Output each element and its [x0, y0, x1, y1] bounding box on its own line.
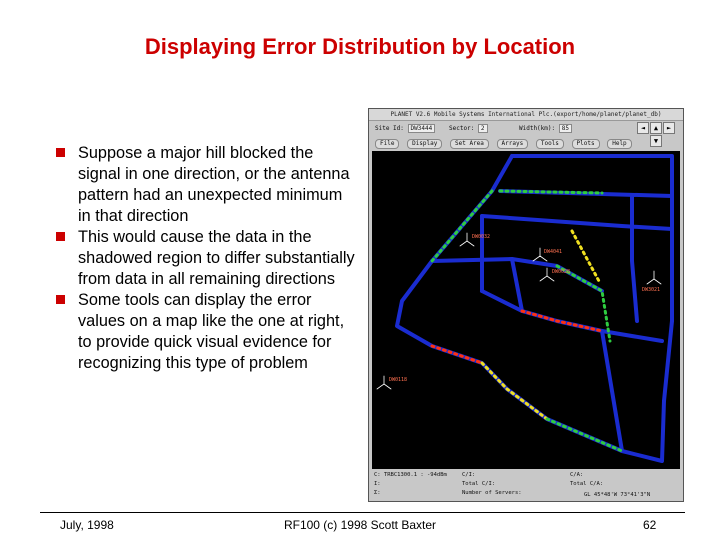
ci-label: C/I: — [462, 472, 476, 478]
menu-help[interactable]: Help — [607, 139, 631, 149]
bullet-item — [56, 290, 356, 374]
site-label: DW0028 — [552, 269, 571, 275]
error-map[interactable] — [372, 151, 680, 469]
site-id-row — [375, 124, 435, 133]
route-top — [512, 156, 672, 321]
menu-tools[interactable]: Tools — [536, 139, 564, 149]
pan-down-icon[interactable]: ▼ — [650, 135, 662, 147]
bullet-item — [56, 227, 356, 290]
route-outer — [397, 156, 664, 461]
route-right — [664, 321, 672, 401]
menu-display[interactable]: Display — [407, 139, 442, 149]
pan-right-icon[interactable]: ► — [663, 122, 675, 134]
sector-label: Sector: — [449, 125, 475, 132]
route-map-svg — [372, 151, 680, 469]
site-label: DW3021 — [642, 287, 661, 293]
menu-set-area[interactable]: Set Area — [450, 139, 489, 149]
bullet-square-icon — [56, 232, 65, 241]
planet-tool-window — [368, 108, 684, 502]
segment-error — [432, 346, 482, 363]
carrier-value: C: TRBC1300.1 : -94dBm — [374, 472, 447, 478]
interference-value: I: — [374, 481, 381, 487]
pan-left-icon[interactable]: ◄ — [637, 122, 649, 134]
footer-date: July, 1998 — [60, 518, 114, 532]
bullet-list — [56, 143, 356, 374]
route-h2 — [482, 216, 672, 229]
slide-title: Displaying Error Distribution by Location — [144, 34, 576, 59]
drive-routes — [397, 156, 672, 461]
route-v3 — [632, 196, 637, 321]
menu-plots[interactable]: Plots — [572, 139, 600, 149]
error-hot-segments — [432, 191, 622, 451]
footer-divider — [40, 512, 685, 513]
total-ca-label: Total C/A: — [570, 481, 604, 487]
status-panel — [372, 471, 680, 499]
menu-file[interactable]: File — [375, 139, 399, 149]
route-v2 — [512, 259, 522, 311]
width-row — [519, 124, 572, 133]
sector-field[interactable]: 2 — [478, 124, 488, 133]
width-label: Width(km): — [519, 125, 556, 132]
site-label: DW4041 — [544, 249, 563, 255]
sector-row — [449, 124, 488, 133]
site-marker-icon — [647, 271, 661, 284]
site-id-field[interactable]: DW3444 — [408, 124, 436, 133]
width-field[interactable]: 85 — [559, 124, 572, 133]
servers-label: Number of Servers: — [462, 490, 522, 496]
segment-good — [547, 419, 622, 451]
footer-course: RF100 (c) 1998 Scott Baxter — [283, 518, 437, 532]
ca-label: C/A: — [570, 472, 584, 478]
sum-value: Σ: — [374, 490, 381, 496]
route-v4 — [602, 331, 622, 451]
menu-bar — [375, 139, 636, 149]
bullet-item — [56, 143, 356, 227]
bullet-square-icon — [56, 295, 65, 304]
segment-warn — [482, 363, 547, 419]
bullet-text: This would cause the data in the shadowed region to differ substantially from data in all remaining directions — [78, 228, 355, 288]
total-ci-label: Total C/I: — [462, 481, 496, 487]
site-label: DW0118 — [389, 377, 408, 383]
window-title: PLANET V2.6 Mobile Systems International Plc.(export/home/planet/planet_db) — [369, 109, 683, 121]
site-id-label: Site Id: — [375, 125, 404, 132]
bullet-text: Some tools can display the error values on a map like the one at right, to provide quick visual evidence for recognizing this type of problem — [78, 291, 345, 372]
menu-arrays[interactable]: Arrays — [497, 139, 529, 149]
site-label: DW0032 — [472, 234, 491, 240]
pan-up-icon[interactable]: ▲ — [650, 122, 662, 134]
coordinates-readout: GL 45*48'W 73°41'3"N — [584, 492, 651, 498]
page-number: 62 — [643, 518, 657, 532]
bullet-text: Suppose a major hill blocked the signal in one direction, or the antenna pattern had an unexpected minimum in that direction — [78, 144, 350, 225]
bullet-square-icon — [56, 148, 65, 157]
